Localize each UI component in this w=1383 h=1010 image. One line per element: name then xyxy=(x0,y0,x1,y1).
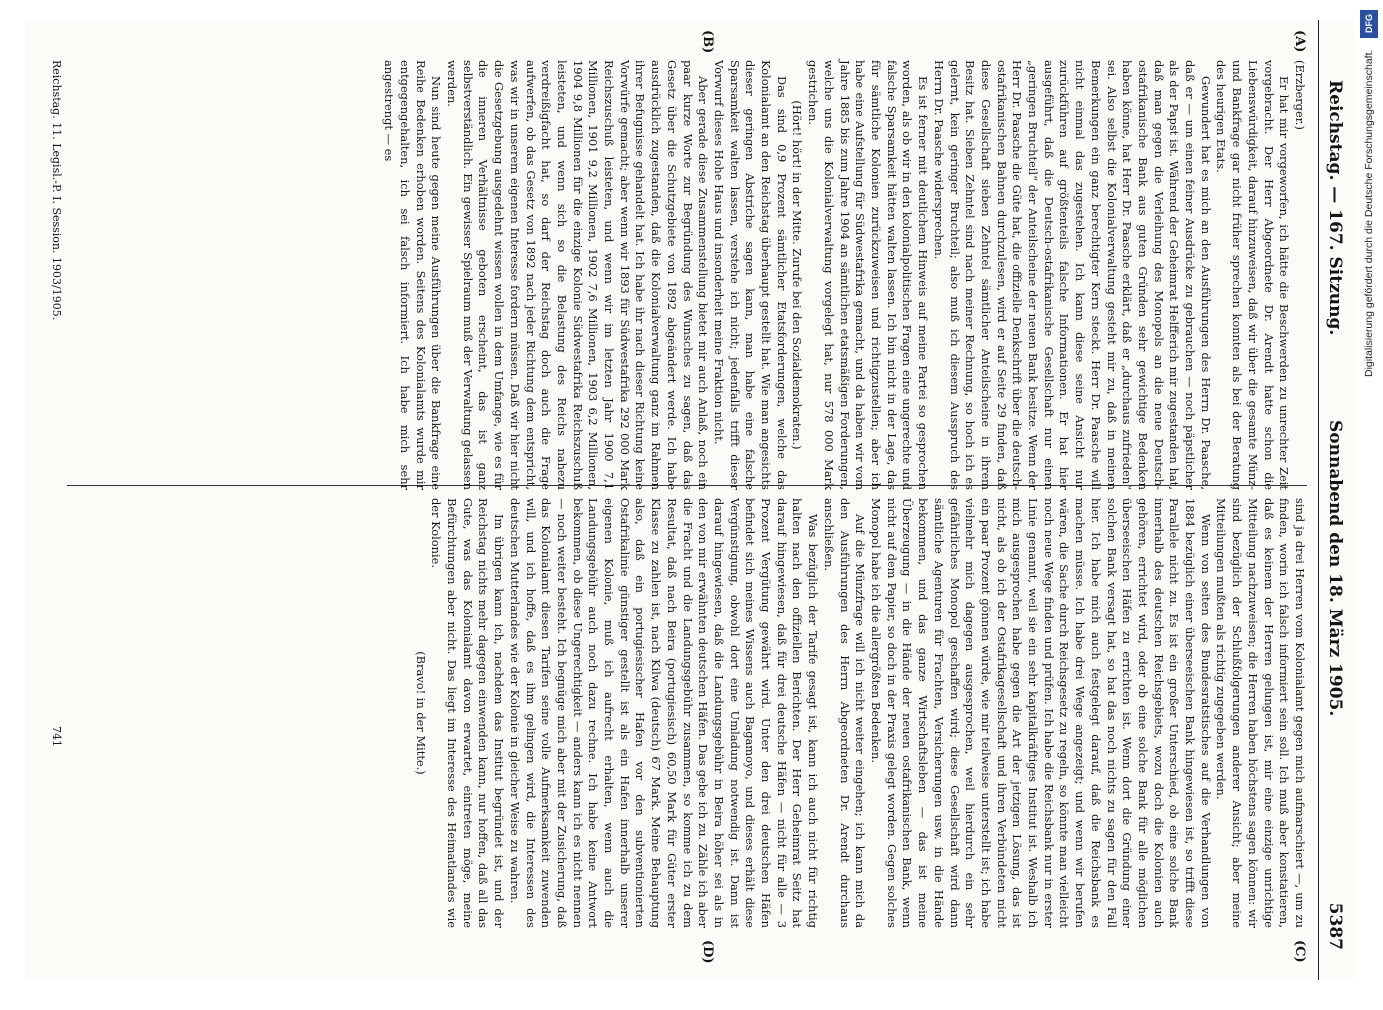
interjection: (Bravo! in der Mitte.) xyxy=(413,651,428,775)
digitization-credit xyxy=(1360,10,1380,990)
margin-marker-d: (D) xyxy=(700,940,715,964)
margin-marker-c: (C) xyxy=(1292,940,1307,963)
paragraph: Es ist ferner mit deutlichem Hinweis auf meine Partei so gesprochen worden, als ob wir in den kolonialpolitischen Fragen eine ungerechte und falsche Sparsamkeit hätten walten lassen. Ich bin nicht in der Lage, das für sämtliche Kolonien zurückzuweisen und richtigzustellen; aber ich habe eine Aufstellung für Südwestafrika gemacht, und da haben wir vom Jahre 1885 bis zum Jahre 1904 an sämtlichen etatsmäßigen Forderungen, welche uns die Kolonialverwaltung vorgelegt hat, nur 578 000 Mark gestrichen. xyxy=(806,60,931,490)
paragraph: Gewundert hat es mich an den Ausführungen des Herrn Dr. Paasche, daß er — um einen feiner Ausdrücke zu gebrauchen — noch päpstlicher als der Papst ist. Während der Geheimrat Helfferich mir zugestanden hat, daß man gegen die Verleihung des Monopols an die neue Deutsch-ostafrikanische Bank aus guten Gründen sehr gewichtige Bedenken haben könne, hat Herr Dr. Paasche erklärt, daß er „durchaus zufrieden“ sei. Also selbst die Kolonialverwaltung gesteht mir zu, daß in meinen Bemerkungen ein ganz berechtigter Kern steckt. Herr Dr. Paasche will nicht einmal das zugestehen. Ich kann diese seine Ansicht nur zurückführen auf größtenteils falsche Informationen. Er hat hier ausgeführt, daß die Deutsch-ostafrikanische Gesellschaft nur einen „geringen Bruchteil“ der Anteilscheine der neuen Bank besitze. Wenn der Herr Dr. Paasche die Güte hat, die offizielle Denkschrift über die deutsch-ostafrikanischen Bahnen durchzulesen, wird er auf Seite 29 finden, daß diese Gesellschaft sieben Zehntel sämtlicher Anteilscheine in ihrem Besitz hat. Sieben Zehntel sind nach meiner Rechnung, so hoch ich es gelernt, kein geringer Bruchteil; also muß ich diesem Ausspruch des Herrn Dr. Paasche widersprechen. xyxy=(931,60,1213,490)
paragraph: Auf die Münzfrage will ich nicht weiter eingehen; ich kann mich da den Ausführungen des Herrn Abgeordneten Dr. Arendt durchaus anschließen. xyxy=(821,498,868,928)
footer-legislature: Reichstag. 11. Legisl.-P. I. Session. 1903/1905. xyxy=(50,60,63,321)
margin-marker-b: (B) xyxy=(700,30,715,54)
paragraph: Im übrigen kann ich, nachdem das Institut begründet ist, und der Reichstag nichts mehr dagegen einwenden kann, nur hoffen, daß all das Gute, was das Kolonialamt davon erwartet, eintreten möge, meine Befürchtungen aber nicht. Das liegt im Interesse des Heimatlandes wie der Kolonie. xyxy=(429,498,507,928)
speaker-label: (Erzberger.) xyxy=(1293,60,1307,130)
paragraph: Nun sind heute gegen meine Ausführungen über die Bankfrage eine Reihe Bedenken erhoben worden. Seitens des Kolonialamts wurde mir entgegengehalten, ich sei falsch informiert. Ich habe mich sehr angestrengt — es xyxy=(382,60,444,490)
page-header xyxy=(1318,20,1355,980)
header-session: Reichstag. — 167. Sitzung. xyxy=(1325,80,1345,336)
left-column xyxy=(72,60,1307,490)
paragraph: Aber gerade diese Zusammenstellung bietet mir auch Anlaß, noch ein paar kurze Worte zur Begründung des Wunsches zu sagen, daß das Gesetz über die Schutzgebiete von 1892 abgeändert werde. Ich habe ausdrücklich zugestanden, daß die Kolonialverwaltung ganz im Rahmen ihrer Befugnisse gehandelt hat. Ich habe ihr nach dieser Richtung keine Vorwürfe gemacht; aber wenn wir 1893 für Südwestafrika 292 000 Mark Reichszuschuß leisteten, und wenn wir im letzten Jahr 1900 7,1 Millionen, 1901 9,2 Millionen, 1902 7,6 Millionen, 1903 6,2 Millionen, 1904 9,8 Millionen für die einzige Kolonie Südwestafrika Reichszuschuß leisteten, und wenn sich so die Belastung des Reichs nahezu verdreißigfacht hat, so darf der Reichstag doch auch die Frage aufwerfen, ob das Gesetz von 1892 nach jeder Richtung dem entspricht, was wir in unserem eigenen Interesse fordern müssen. Daß wir hier nicht die Gesetzgebung ausgedehnt wissen wollen in dem Umfange, wie es für die inneren Verhältnisse geboten erscheint, das ist ganz selbstverständlich. Ein gewisser Spielraum muß der Verwaltung gelassen werden. xyxy=(445,60,711,490)
right-column xyxy=(72,498,1307,928)
footer-sheet-number: 741 xyxy=(50,726,63,747)
paragraph: sind ja drei Herren vom Kolonialamt gegen mich aufmarschiert —, um zu finden, worin ich falsch informiert sein soll. Ich muß aber konstatieren, daß es keinem der Herren gelungen ist, mir eine einzige unrichtige Mitteilung nachzuweisen; die Herren haben höchstens sagen können: wir sind bezüglich der Schlußfolgerungen anderer Ansicht; aber meine Mitteilungen mußten als richtig zugegeben werden. xyxy=(1214,498,1307,928)
header-page-number: 5387 xyxy=(1325,902,1345,950)
header-date: Sonnabend den 18. März 1905. xyxy=(1325,420,1345,717)
credit-text: Digitalisierung gefördert durch die Deutsche Forschungsgemeinschaft. xyxy=(1363,50,1375,378)
interjection: (Hört! hört! in der Mitte. Zurufe bei den Sozialdemokraten.) xyxy=(790,100,805,450)
dfg-logo: DFG xyxy=(1360,10,1378,38)
paragraph: Wenn von seiten des Bundesratstisches auf die Verhandlungen von 1884 bezüglich einer überseeischen Bank hingewiesen ist, so trifft diese Parallele nicht zu. Es ist ein großer Unterschied, ob eine solche Bank innerhalb des deutschen Reichsgebiets, wozu doch die Kolonien auch gehören, errichtet wird, oder ob eine solche Bank für alle möglichen überseeischen Häfen zu errichten ist. Wenn dort die Gründung einer solchen Bank versagt hat, so hat das noch nichts zu sagen für den Fall hier. Ich habe mich auch festgelegt darauf, daß die Reichsbank es machen müsse. Ich habe drei Wege angezeigt; und wenn wir berufen wären, die Sache durch Reichsgesetz zu regeln, so könnte man vielleicht noch neue Wege finden und prüfen. Ich habe die Reichsbank nur in erster Linie genannt, weil sie ein sehr kapitalkräftiges Institut ist. Weshalb ich mich ausgesprochen habe gegen die Art der jetzigen Lösung, das ist nicht, als ob ich der Ostafrikagesellschaft und ihren Verbündeten nicht ein paar Prozent gönnen würde, wie mir teilweise unterstellt ist; ich habe vielmehr mich dagegen ausgesprochen, weil hierdurch ein sehr gefährliches Monopol geschaffen wird; diese Gesellschaft wird dann sämtliche Agenturen für Frachten, Versicherungen usw. in die Hände bekommen, und das ganze Wirtschaftsleben — das ist meine Überzeugung — in die Hände der neuen ostafrikanischen Bank, wenn nicht auf dem Papier, so doch in der Praxis gelegt worden. Gegen solches Monopol habe ich die allergrößten Bedenken. xyxy=(869,498,1213,928)
paragraph: Er hat mir vorgeworfen, ich hätte die Beschwerden zu unrechter Zeit vorgebracht. Der Herr Abgeordnete Dr. Arendt hatte schon die Liebenswürdigkeit, darauf hinzuweisen, daß wir über die gesamte Münz- und Bankfrage gar nicht früher sprechen konnten als bei der Beratung des heurigen Etats. xyxy=(1214,60,1292,490)
paragraph: Das sind 0,9 Prozent sämtlicher Etatsforderungen, welche das Kolonialamt an den Reichstag überhaupt gestellt hat. Wie man angesichts dieser geringen Abstriche sagen kann, man habe eine falsche Sparsamkeit walten lassen, verstehe ich nicht; jedenfalls trifft dieser Vorwurf dieses Hohe Haus und insonderheit meine Fraktion nicht. xyxy=(711,60,789,490)
margin-marker-a: (A) xyxy=(1292,30,1307,53)
paragraph: Was bezüglich der Tarife gesagt ist, kann ich auch nicht für richtig halten nach den offiziellen Berichten. Der Herr Geheimrat Seitz hat darauf hingewiesen, daß für drei deutsche Häfen — nicht für alle — 3 Prozent Vergütung gewährt wird. Unter den drei deutschen Häfen befindet sich meines Wissens auch Bagamoyo, und dieses erhält diese Vergünstigung, obwohl dort eine Umladung notwendig ist. Dann ist darauf hingewiesen, daß die Landungsgebühr in Beira höher sei als in den von mir erwähnten deutschen Häfen. Das gebe ich zu. Zähle ich aber die Fracht und die Landungsgebühr zusammen, so komme ich zu dem Resultat, daß nach Beira (portugiesisch) 60,50 Mark für Güter erster Klasse zu zahlen ist, nach Kilwa (deutsch) 67 Mark. Meine Behauptung also, daß ein portugiesischer Hafen vor den subventionierten Ostafrikalinie günstiger gestellt ist als ein Hafen innerhalb unserer eigenen Kolonie, muß ich aufrecht erhalten, wenn auch die Landungsgebühr auch noch dazu rechne. Ich habe keine Antwort bekommen, ob diese Ungerechtigkeit — anders kann ich es nicht nennen — noch weiter besteht. Ich begnüge mich aber mit der Zusicherung, daß das Kolonialamt diesen Tarifen seine volle Aufmerksamkeit zuwenden will, und ich hoffe, daß es ihm gelingen wird, die Interessen des deutschen Mutterlandes wie der Kolonie in gleicher Weise zu wahren. xyxy=(507,498,821,928)
column-divider xyxy=(67,485,1307,486)
document-page xyxy=(25,20,1355,980)
